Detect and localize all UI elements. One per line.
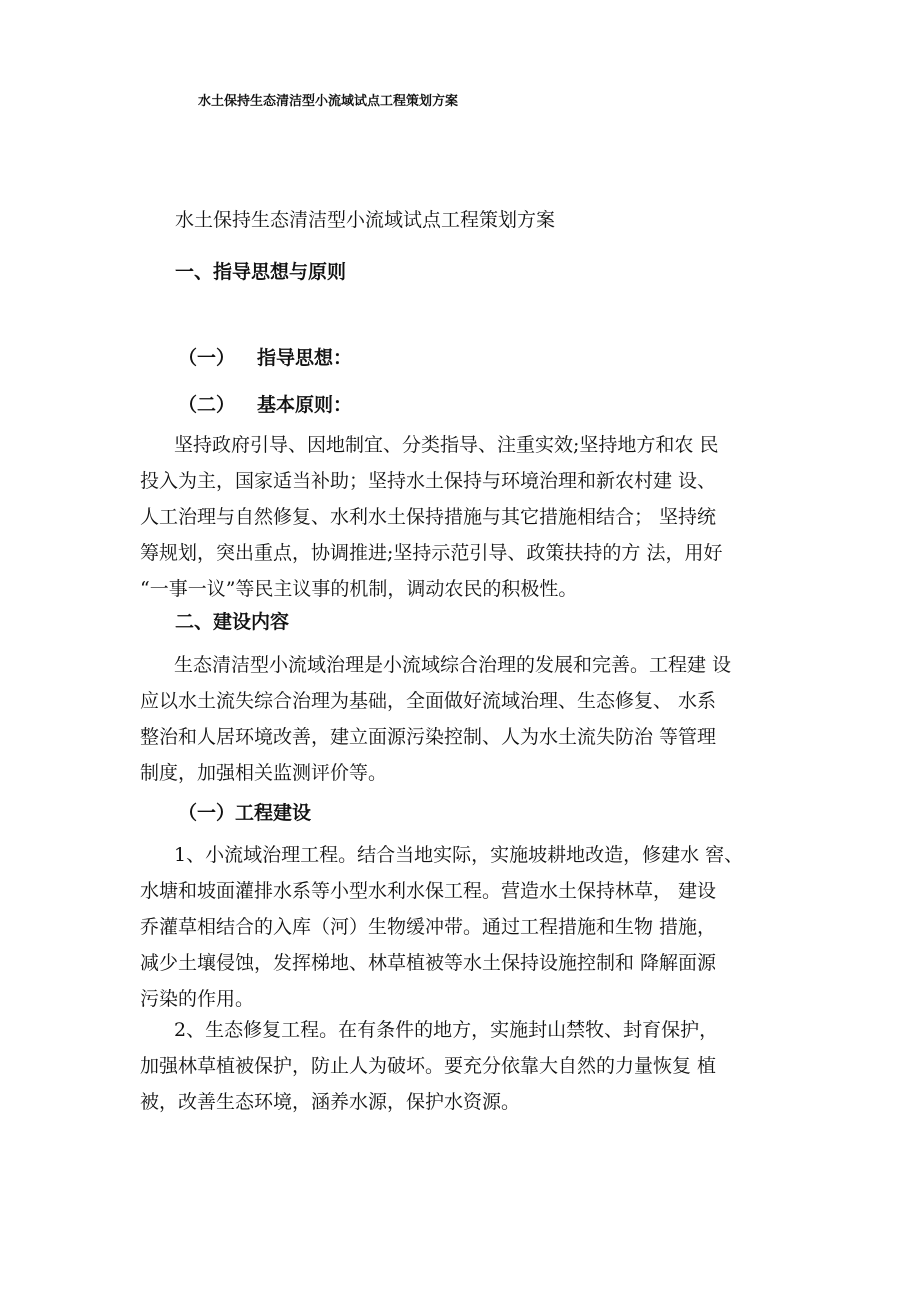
paragraph-line: 被，改善生态环境，涵养水源，保护水资源。: [140, 1091, 521, 1113]
paragraph-line: 筹规划，突出重点，协调推进;坚持示范引导、政策扶持的方 法，用好: [140, 542, 723, 564]
paragraph-line: 加强林草植被保护，防止人为破坏。要充分依靠大自然的力量恢复 植: [140, 1055, 717, 1077]
paragraph-line: 减少土壤侵蚀，发挥梯地、林草植被等水土保持设施控制和 降解面源: [140, 952, 717, 974]
section-1-heading: 一、指导思想与原则: [175, 261, 347, 283]
watershed-engineering-paragraph: [140, 837, 782, 1017]
paragraph-line: 投入为主，国家适当补助；坚持水土保持与环境治理和新农村建 设、: [140, 470, 717, 492]
paragraph-line: 污染的作用。: [140, 988, 255, 1010]
running-header: 水土保持生态清洁型小流域试点工程策划方案: [198, 94, 459, 109]
paragraph-line: 人工治理与自然修复、水利水土保持措施与其它措施相结合； 坚持统: [140, 506, 717, 528]
subsection-basic-principles: [178, 390, 352, 417]
paragraph-line: 乔灌草相结合的入库（河）生物缓冲带。通过工程措施和生物 措施，: [140, 916, 717, 938]
paragraph-line: 2、生态修复工程。在有条件的地方，实施封山禁牧、封育保护，: [174, 1019, 719, 1041]
subsection-engineering: （一）工程建设: [178, 802, 312, 824]
paragraph-line: 应以水土流失综合治理为基础，全面做好流域治理、生态修复、 水系: [140, 690, 717, 712]
principles-paragraph: [140, 427, 782, 607]
paragraph-line: 1、小流域治理工程。结合当地实际，实施坡耕地改造，修建水 窖、: [174, 844, 744, 866]
paragraph-line: 制度，加强相关监测评价等。: [140, 762, 388, 784]
document-title: 水土保持生态清洁型小流域试点工程策划方案: [175, 209, 556, 231]
subsection-label: 基本原则：: [257, 394, 353, 416]
paragraph-line: 整治和人居环境改善，建立面源污染控制、人为水土流失防治 等管理: [140, 726, 717, 748]
ecological-restoration-paragraph: [140, 1012, 782, 1120]
subsection-label: 指导思想：: [257, 347, 353, 369]
construction-intro-paragraph: [140, 647, 782, 791]
paragraph-line: 生态清洁型小流域治理是小流域综合治理的发展和完善。工程建 设: [174, 654, 732, 676]
subsection-number: （二）: [178, 394, 236, 416]
subsection-number: （一）: [178, 347, 236, 369]
paragraph-line: 水塘和坡面灌排水系等小型水利水保工程。营造水土保持林草， 建设: [140, 880, 717, 902]
paragraph-line: 坚持政府引导、因地制宜、分类指导、注重实效;坚持地方和农 民: [174, 434, 719, 456]
paragraph-line: “一事一议”等民主议事的机制，调动农民的积极性。: [140, 578, 578, 600]
subsection-guiding-thought: [178, 343, 352, 370]
section-2-heading: 二、建设内容: [175, 611, 290, 633]
